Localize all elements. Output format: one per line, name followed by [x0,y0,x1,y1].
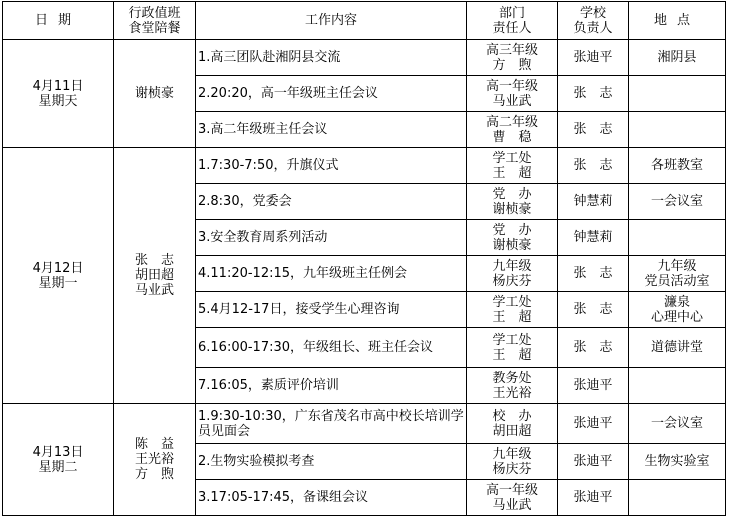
header-duty: 行政值班 食堂陪餐 [114,2,196,40]
schedule-body [3,40,726,516]
place-text: 一会议室 [650,416,703,431]
place-cell [629,292,726,328]
dept-owner: 王 超 [492,165,532,181]
dept-cell [467,220,558,256]
place-cell [629,148,726,184]
dept-cell [467,292,558,328]
dept-cell [467,328,558,368]
date-cell [3,404,114,516]
lead-cell: 张 志 [558,256,629,292]
dept-owner: 杨庆芬 [492,273,532,289]
header-place: 地点 [629,2,726,40]
place-text: 九年级 [657,258,697,274]
lead-cell: 张 志 [558,292,629,328]
dept-cell [467,148,558,184]
dept-cell [467,480,558,516]
place-cell [629,368,726,404]
dept-owner: 方 煦 [492,57,532,73]
dept-cell [467,404,558,444]
dept-owner: 曹 稳 [492,129,532,145]
dept-name: 九年级 [492,258,532,274]
work-content: 2.8:30，党委会 [196,184,467,220]
dept-cell [467,40,558,76]
date-cell [3,148,114,404]
table-row [3,404,726,444]
place-cell [629,444,726,480]
date-text: 4月13日 [32,444,84,460]
place-text: 湘阴县 [657,50,697,65]
dept-name: 党 办 [492,186,532,202]
dept-owner: 谢桢豪 [492,201,532,217]
dept-cell [467,368,558,404]
date-text: 4月11日 [32,78,84,94]
place-text: 各班教室 [650,158,703,173]
work-content: 2.生物实验模拟考查 [196,444,467,480]
work-content: 1.9:30-10:30，广东省茂名市高中校长培训学员见面会 [196,404,467,444]
work-content: 1.7:30-7:50，升旗仪式 [196,148,467,184]
place-cell [629,40,726,76]
dept-name: 高一年级 [485,78,538,94]
place-cell [629,256,726,292]
lead-cell: 张 志 [558,76,629,112]
lead-cell: 张迪平 [558,444,629,480]
duty-person: 方 煦 [134,467,174,482]
lead-cell: 张迪平 [558,40,629,76]
place-cell [629,328,726,368]
duty-person: 胡田超 [134,268,174,283]
dept-cell [467,76,558,112]
dept-name: 九年级 [492,446,532,462]
lead-cell: 张 志 [558,328,629,368]
place-cell [629,184,726,220]
work-content: 4.11:20-12:15，九年级班主任例会 [196,256,467,292]
duty-person: 马业武 [134,283,174,298]
dept-cell [467,256,558,292]
dept-name: 教务处 [492,370,532,386]
place-cell [629,404,726,444]
header-dept: 部门 责任人 [467,2,558,40]
dept-owner: 杨庆芬 [492,461,532,477]
duty-person: 陈 益 [134,437,174,452]
dept-name: 高三年级 [485,42,538,58]
duty-person: 王光裕 [134,452,174,467]
duty-cell [114,40,196,148]
weekday-text: 星期天 [38,93,78,109]
lead-cell: 张 志 [558,148,629,184]
dept-name: 学工处 [492,294,532,310]
dept-name: 学工处 [492,150,532,166]
header-content: 工作内容 [196,2,467,40]
work-content: 3.17:05-17:45，备课组会议 [196,480,467,516]
header-date: 日期 [3,2,114,40]
work-content: 3.高二年级班主任会议 [196,112,467,148]
lead-cell: 张迪平 [558,404,629,444]
header-row [3,2,726,40]
dept-owner: 王光裕 [492,385,532,401]
date-text: 4月12日 [32,260,84,276]
lead-cell: 钟慧莉 [558,220,629,256]
place-cell [629,76,726,112]
lead-cell: 张迪平 [558,480,629,516]
duty-person: 谢桢豪 [134,86,174,101]
dept-owner: 谢桢豪 [492,237,532,253]
dept-name: 高一年级 [485,482,538,498]
duty-cell [114,404,196,516]
place-text: 一会议室 [650,194,703,209]
dept-owner: 马业武 [492,93,532,109]
work-content: 7.16:05，素质评价培训 [196,368,467,404]
work-content: 2.20:20，高一年级班主任会议 [196,76,467,112]
work-content: 5.4月12-17日，接受学生心理咨询 [196,292,467,328]
dept-cell [467,444,558,480]
work-content: 3.安全教育周系列活动 [196,220,467,256]
weekday-text: 星期一 [38,275,78,291]
place-text: 心理中心 [650,309,703,325]
dept-owner: 马业武 [492,497,532,513]
table-row [3,148,726,184]
dept-cell [467,112,558,148]
weekday-text: 星期二 [38,459,78,475]
dept-name: 学工处 [492,332,532,348]
lead-cell: 张 志 [558,112,629,148]
place-text: 党员活动室 [644,273,710,289]
place-text: 生物实验室 [644,454,710,469]
date-cell [3,40,114,148]
place-cell [629,480,726,516]
duty-person: 张 志 [134,253,174,268]
lead-cell: 钟慧莉 [558,184,629,220]
place-cell [629,220,726,256]
dept-name: 校 办 [492,408,532,424]
work-content: 6.16:00-17:30，年级组长、班主任会议 [196,328,467,368]
schedule-table [2,1,726,516]
lead-cell: 张迪平 [558,368,629,404]
dept-name: 党 办 [492,222,532,238]
dept-owner: 胡田超 [492,423,532,439]
place-text: 濂泉 [663,294,690,310]
place-text: 道德讲堂 [650,340,703,355]
dept-name: 高二年级 [485,114,538,130]
duty-cell [114,148,196,404]
header-lead: 学校 负责人 [558,2,629,40]
table-row [3,40,726,76]
dept-owner: 王 超 [492,347,532,363]
place-cell [629,112,726,148]
dept-owner: 王 超 [492,309,532,325]
dept-cell [467,184,558,220]
work-content: 1.高三团队赴湘阴县交流 [196,40,467,76]
